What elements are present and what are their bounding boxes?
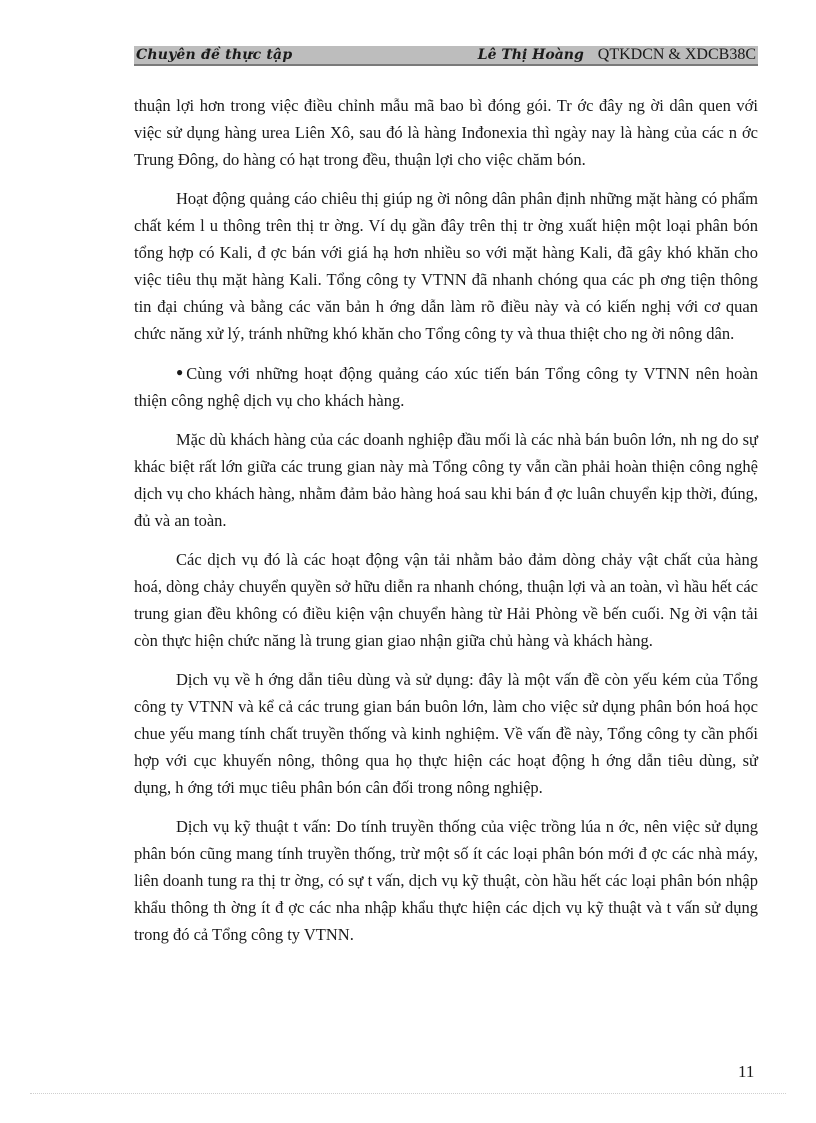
- header-code: QTKDCN & XDCB38C: [597, 46, 756, 63]
- page-number: 11: [738, 1062, 755, 1081]
- bullet-paragraph: [134, 359, 758, 414]
- bullet-text: Cùng với những hoạt động quảng cáo xúc tiến bán Tổng công ty VTNN nên hoàn thiện công nghệ dịch vụ cho khách hàng.: [134, 364, 758, 410]
- paragraph: Dịch vụ về h ớng dẫn tiêu dùng và sử dụng: đây là một vấn đề còn yếu kém của Tổng công ty VTNN và kể cả các trung gian bán buôn lớn, làm cho việc sử dụng phân bón hoá học chue yếu mang tính chất truyền thống và kinh nghiệm. Về vấn đề này, Tổng công ty cần phối hợp với cục khuyến nông, thông qua họ thực hiện các hoạt động h ớng dẫn tiêu dùng, sử dụng, h ớng tới mục tiêu phân bón cân đối trong nông nghiệp.: [134, 670, 758, 797]
- header-author: Lê Thị Hoàng: [477, 47, 584, 63]
- paragraph: thuận lợi hơn trong việc điều chỉnh mẫu mã bao bì đóng gói. Tr ớc đây ng ời dân quen với việc sử dụng hàng urea Liên Xô, sau đó là hàng Inđonexia thì ngày nay là hàng của các n ớc Trung Đông, do hàng có hạt trong đều, thuận lợi cho việc chăm bón.: [134, 96, 758, 169]
- header-right: [478, 46, 758, 64]
- paragraph: Dịch vụ kỹ thuật t vấn: Do tính truyền thống của việc trồng lúa n ớc, nên việc sử dụng phân bón cũng mang tính truyền thống, trừ một số ít các loại phân bón mới đ ợc các nhà máy, liên doanh tung ra thị tr ờng, có sự t vấn, dịch vụ kỹ thuật, còn hầu hết các loại phân bón nhập khẩu thông th ờng ít đ ợc các nha nhập khẩu thực hiện các dịch vụ kỹ thuật và t vấn sử dụng trong đó cả Tổng công ty VTNN.: [134, 817, 758, 944]
- document-body: [134, 92, 758, 960]
- paragraph: Hoạt động quảng cáo chiêu thị giúp ng ời nông dân phân định những mặt hàng có phẩm chất kém l u thông trên thị tr ờng. Ví dụ gần đây trên thị tr ờng xuất hiện một loại phân bón tổng hợp có Kali, đ ợc bán với giá hạ hơn nhiều so với mặt hàng Kali, đã gây khó khăn cho việc tiêu thụ mặt hàng Kali. Tổng công ty VTNN đã nhanh chóng qua các ph ơng tiện thông tin đại chúng và bằng các văn bản h ớng dẫn làm rõ điều này và có kiến nghị với cơ quan chức năng xử lý, tránh những khó khăn cho Tổng công ty và thua thiệt cho ng ời nông dân.: [134, 189, 758, 343]
- header-title: Chuyên đề thực tập: [136, 47, 293, 63]
- footer-divider: [30, 1093, 786, 1094]
- paragraph: Mặc dù khách hàng của các doanh nghiệp đầu mối là các nhà bán buôn lớn, nh ng do sự khác biệt rất lớn giữa các trung gian này mà Tổng công ty vẫn cần phải hoàn thiện công nghệ dịch vụ cho khách hàng, nhằm đảm bảo hàng hoá sau khi bán đ ợc luân chuyển kịp thời, đúng, đủ và an toàn.: [134, 430, 758, 530]
- page-header: [134, 46, 758, 66]
- paragraph: Các dịch vụ đó là các hoạt động vận tải nhằm bảo đảm dòng chảy vật chất của hàng hoá, dòng chảy chuyển quyền sở hữu diễn ra nhanh chóng, thuận lợi và an toàn, vì hầu hết các trung gian đều không có điều kiện vận chuyển hàng từ Hải Phòng về bến cuối. Ng ời vận tải còn thực hiện chức năng là trung gian giao nhận giữa chủ hàng và khách hàng.: [134, 550, 758, 650]
- bullet-dot-icon: ●: [176, 365, 184, 379]
